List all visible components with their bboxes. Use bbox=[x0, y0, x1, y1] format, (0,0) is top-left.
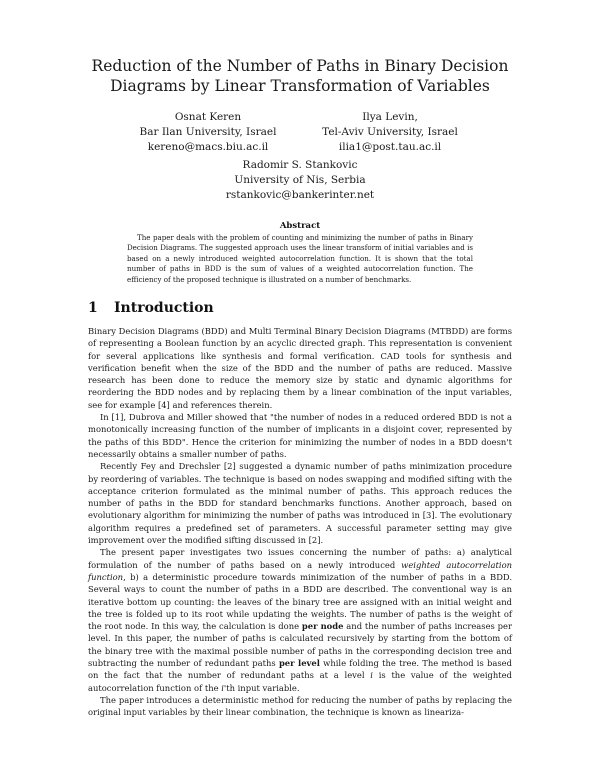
author-email: rstankovic@bankerinter.net bbox=[225, 189, 375, 201]
author-affiliation: Tel-Aviv University, Israel bbox=[322, 126, 458, 138]
text-run: , b) a deterministic procedure towards minimization of the number of paths in a BDD. Several ways to count the number of paths in a BDD are described. The conventional way is an iterative bottom up counting: the leaves of the binary tree are assigned with an initial weight and the tree is folded up to its root while updating the weights. The number of paths is the weight of the root node. In this way, the calculation is done bbox=[88, 571, 512, 632]
section-number: 1 bbox=[88, 300, 98, 316]
abstract-heading: Abstract bbox=[279, 221, 321, 231]
author-email: ilia1@post.tau.ac.il bbox=[338, 141, 442, 153]
author-name: Radomir S. Stankovic bbox=[242, 159, 358, 171]
paper-title bbox=[60, 56, 540, 96]
author-block-keren bbox=[128, 110, 288, 155]
math-variable: i bbox=[370, 670, 373, 681]
title-line-2: Diagrams by Linear Transformation of Variables bbox=[110, 77, 490, 95]
paragraph-2: In [1], Dubrova and Miller showed that "the number of nodes in a reduced ordered BDD is not a monotonically increasing function of the number of implicants in a disjoint cover, represented by the paths of this BDD". Hence the criterion for minimizing the number of nodes in a BDD doesn't necessarily obtains a smaller number of paths. bbox=[88, 412, 512, 459]
abstract-body bbox=[127, 233, 473, 285]
text-run: The present paper investigates two issues concerning the number of paths: a) analytical formulation of the number of paths based on a newly introduced bbox=[88, 547, 512, 570]
text-run: and the number of paths increases per level. In this paper, the number of paths is calculated recursively by starting from the bottom of the binary tree with the maximal possible number of paths in the corresponding decision tree and subtracting the number of redundant paths bbox=[88, 621, 512, 669]
paragraph-5: The paper introduces a deterministic method for reducing the number of paths by replacing the original input variables by their linear combination, the technique is known as lineariza- bbox=[88, 694, 512, 718]
text-run: 'th input variable. bbox=[223, 682, 300, 693]
author-affiliation: Bar Ilan University, Israel bbox=[139, 126, 277, 138]
author-block-levin bbox=[300, 110, 480, 155]
author-name: Ilya Levin, bbox=[362, 111, 418, 123]
emphasis-term: weighted autocorrelation function bbox=[88, 559, 513, 582]
section-body bbox=[88, 325, 512, 719]
text-run: is the value of the weighted autocorrelation function of the bbox=[88, 670, 512, 693]
math-variable: i bbox=[221, 682, 224, 693]
title-line-1: Reduction of the Number of Paths in Binary Decision bbox=[91, 57, 509, 75]
author-name: Osnat Keren bbox=[174, 111, 242, 123]
bold-term: per node bbox=[301, 621, 344, 632]
paragraph-3: Recently Fey and Drechsler [2] suggested a dynamic number of paths minimization procedure by reordering of variables. The technique is based on nodes swapping and modified sifting with the acceptance criterion formulated as the minimal number of paths. This approach reduces the number of paths in the BDD for standard benchmarks functions. Another approach, based on evolutionary algorithm for minimizing the number of paths was introduced in [3]. The evolutionary algorithm requires a predefined set of parameters. A successful parameter setting may give improvement over the modified sifting discussed in [2]. bbox=[88, 461, 512, 546]
section-heading bbox=[88, 300, 214, 316]
author-block-stankovic bbox=[200, 158, 400, 203]
paragraph-1: Binary Decision Diagrams (BDD) and Multi Terminal Binary Decision Diagrams (MTBDD) are forms of representing a Boolean function by an acyclic directed graph. This representation is convenient for several applications like synthesis and formal verification. CAD tools for synthesis and verification benefit when the size of the BDD and the number of paths are reduced. Massive research has been done to reduce the memory size by static and dynamic algorithms for reordering the BDD nodes and by replacing them by a linear combination of the input variables, see for example [4] and references therein. bbox=[88, 326, 512, 410]
bold-term: per level bbox=[278, 658, 320, 669]
author-affiliation: University of Nis, Serbia bbox=[234, 174, 366, 186]
section-title: Introduction bbox=[114, 300, 214, 316]
abstract-text: The paper deals with the problem of counting and minimizing the number of paths in Binary Decision Diagrams. The suggested approach uses the linear transform of initial variables and is based on a newly introduced weighted autocorrelation function. It is shown that the total number of paths in BDD is the sum of values of a weighted autocorrelation function. The efficiency of the proposed technique is illustrated on a number of benchmarks. bbox=[127, 233, 473, 284]
author-email: kereno@macs.biu.ac.il bbox=[147, 141, 269, 153]
paragraph-4 bbox=[88, 546, 512, 694]
text-run: while folding the tree. The method is based on the fact that the number of redundant paths at a level bbox=[88, 658, 512, 681]
